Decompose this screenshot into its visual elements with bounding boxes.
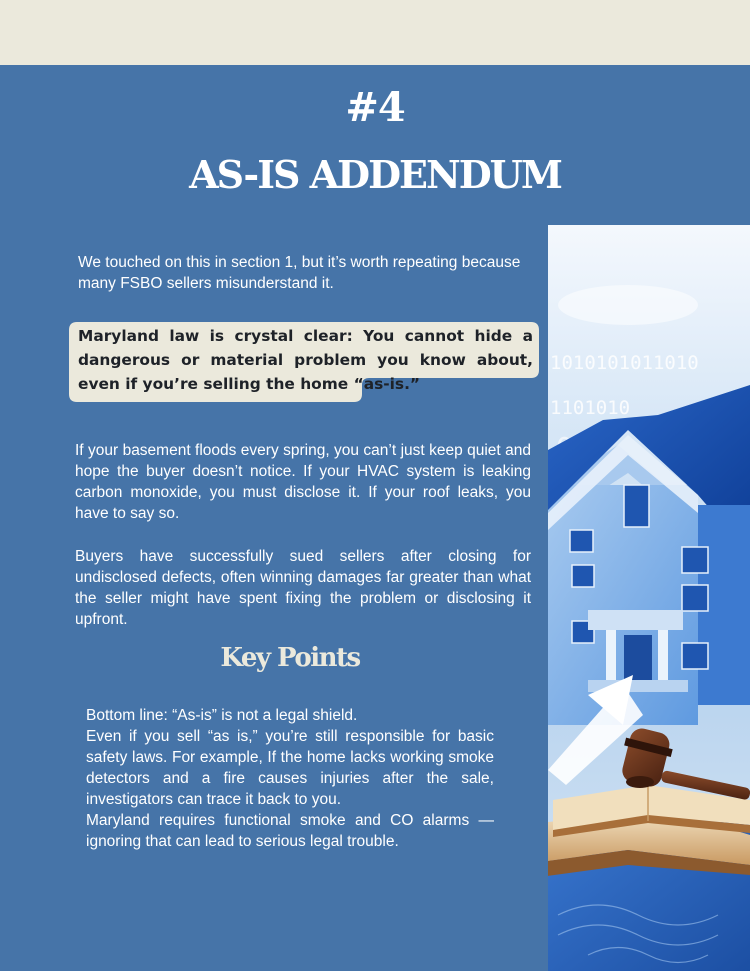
svg-text:1010101011010: 1010101011010 (550, 352, 699, 374)
key-points-list (86, 705, 494, 852)
body-paragraph: If your basement floods every spring, you can’t just keep quiet and hope the buyer doesn’t notice. If your HVAC system is leaking carbon monoxide, you must disclose it. If your roof leaks, you have to say so. (75, 442, 531, 522)
callout-text: Maryland law is crystal clear: You cannot hide a dangerous or material problem you know about, even if you’re selling the home “as-is.” (78, 327, 533, 393)
page-title: AS-IS ADDENDUM (189, 152, 561, 197)
key-point-item: Even if you sell “as is,” you’re still responsible for basic safety laws. For example, If the home lacks working smoke detectors and a fire causes injuries after the sale, investigators can trace it back to you. (86, 728, 494, 808)
house-gavel-photo (548, 225, 750, 971)
top-band (0, 0, 750, 65)
key-point-item: Bottom line: “As-is” is not a legal shield. (86, 707, 358, 724)
svg-text:1101010: 1101010 (550, 397, 631, 419)
key-point-item: Maryland requires functional smoke and CO alarms — ignoring that can lead to serious legal trouble. (86, 812, 494, 850)
body-paragraph: Buyers have successfully sued sellers after closing for undisclosed defects, often winning damages far greater than what the seller might have spent fixing the problem or disclosing it upfront. (75, 548, 531, 628)
callout-box (69, 322, 539, 402)
intro-paragraph: We touched on this in section 1, but it’s worth repeating because many FSBO sellers misunderstand it. (78, 254, 521, 292)
key-points-heading: Key Points (220, 643, 360, 673)
section-number: #4 (345, 84, 405, 131)
